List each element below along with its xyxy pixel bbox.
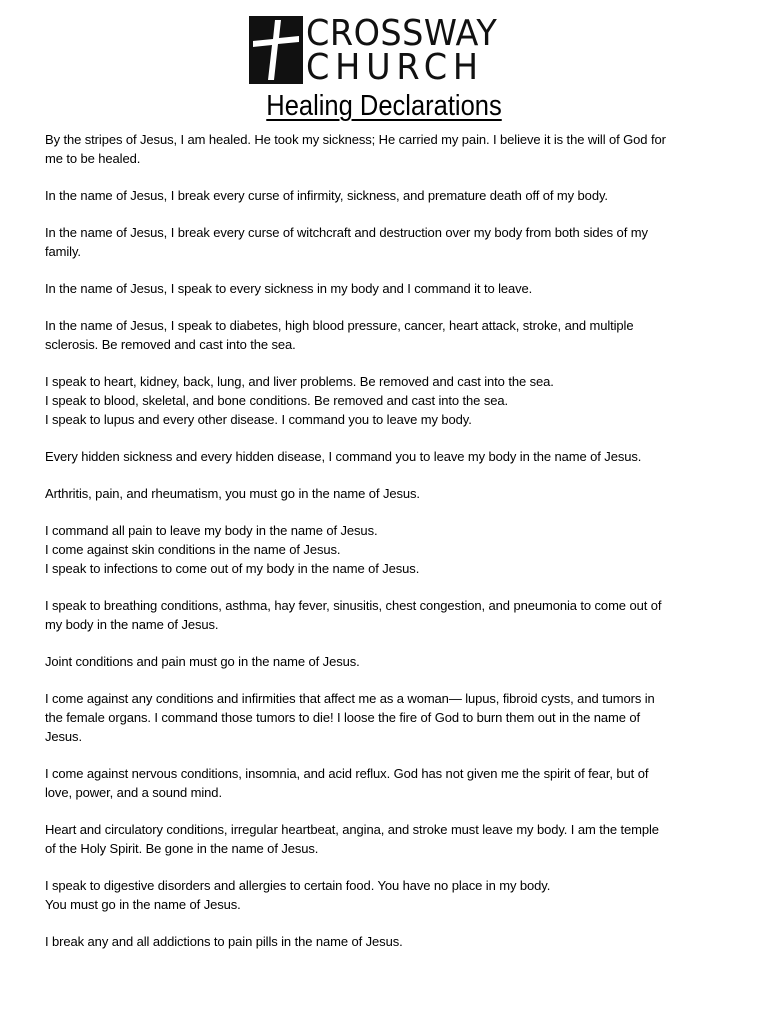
declaration-line: I command all pain to leave my body in the name of Jesus.	[45, 523, 378, 538]
page-title: Healing Declarations	[266, 90, 502, 122]
declaration-line: of the Holy Spirit. Be gone in the name of Jesus.	[45, 841, 319, 856]
declaration-line: I come against nervous conditions, insomnia, and acid reflux. God has not given me the spirit of fear, but of	[45, 766, 649, 781]
declaration-line: I speak to digestive disorders and allergies to certain food. You have no place in my body.	[45, 878, 551, 893]
declaration-paragraph	[45, 372, 725, 429]
declaration-line: the female organs. I command those tumors to die! I loose the fire of God to burn them out in the name of	[45, 710, 641, 725]
declaration-line: Joint conditions and pain must go in the name of Jesus.	[45, 654, 360, 669]
declaration-paragraph	[45, 521, 725, 578]
declaration-line: You must go in the name of Jesus.	[45, 897, 241, 912]
declaration-line: I speak to infections to come out of my body in the name of Jesus.	[45, 561, 420, 576]
declaration-paragraph	[45, 652, 725, 671]
declaration-line: In the name of Jesus, I break every curse of witchcraft and destruction over my body from both sides of my	[45, 225, 648, 240]
declaration-paragraph	[45, 596, 725, 634]
logo-text-crossway: CROSSWAY	[306, 13, 498, 54]
declaration-paragraph	[45, 932, 725, 951]
declaration-line: I speak to breathing conditions, asthma, hay fever, sinusitis, chest congestion, and pneumonia to come out of	[45, 598, 662, 613]
declaration-line: my body in the name of Jesus.	[45, 617, 219, 632]
declaration-paragraph	[45, 820, 725, 858]
declaration-paragraph	[45, 764, 725, 802]
declaration-line: I speak to blood, skeletal, and bone conditions. Be removed and cast into the sea.	[45, 393, 508, 408]
declaration-line: In the name of Jesus, I speak to diabetes, high blood pressure, cancer, heart attack, stroke, and multiple	[45, 318, 634, 333]
declaration-line: I come against skin conditions in the name of Jesus.	[45, 542, 341, 557]
church-logo	[249, 13, 521, 88]
declaration-line: Heart and circulatory conditions, irregular heartbeat, angina, and stroke must leave my body. I am the temple	[45, 822, 659, 837]
declaration-paragraph	[45, 223, 725, 261]
cross-logo-icon	[249, 16, 303, 84]
declaration-line: Arthritis, pain, and rheumatism, you must go in the name of Jesus.	[45, 486, 420, 501]
declarations-body	[45, 130, 725, 969]
declaration-line: sclerosis. Be removed and cast into the sea.	[45, 337, 296, 352]
declaration-line: In the name of Jesus, I break every curse of infirmity, sickness, and premature death off of my body.	[45, 188, 608, 203]
declaration-line: love, power, and a sound mind.	[45, 785, 222, 800]
declaration-paragraph	[45, 689, 725, 746]
declaration-line: I break any and all addictions to pain pills in the name of Jesus.	[45, 934, 403, 949]
declaration-paragraph	[45, 316, 725, 354]
declaration-line: me to be healed.	[45, 151, 141, 166]
declaration-line: I speak to lupus and every other disease. I command you to leave my body.	[45, 412, 472, 427]
declaration-line: I speak to heart, kidney, back, lung, and liver problems. Be removed and cast into the sea.	[45, 374, 554, 389]
declaration-paragraph	[45, 447, 725, 466]
declaration-paragraph	[45, 130, 725, 168]
declaration-line: Jesus.	[45, 729, 82, 744]
declaration-paragraph	[45, 279, 725, 298]
declaration-line: Every hidden sickness and every hidden disease, I command you to leave my body in the name of Jesus.	[45, 449, 642, 464]
declaration-paragraph	[45, 876, 725, 914]
logo-text-church: CHURCH	[306, 47, 484, 88]
declaration-line: I come against any conditions and infirmities that affect me as a woman— lupus, fibroid cysts, and tumors in	[45, 691, 655, 706]
declaration-line: By the stripes of Jesus, I am healed. He took my sickness; He carried my pain. I believe it is the will of God for	[45, 132, 666, 147]
declaration-line: In the name of Jesus, I speak to every sickness in my body and I command it to leave.	[45, 281, 533, 296]
declaration-paragraph	[45, 186, 725, 205]
declaration-paragraph	[45, 484, 725, 503]
declaration-line: family.	[45, 244, 81, 259]
